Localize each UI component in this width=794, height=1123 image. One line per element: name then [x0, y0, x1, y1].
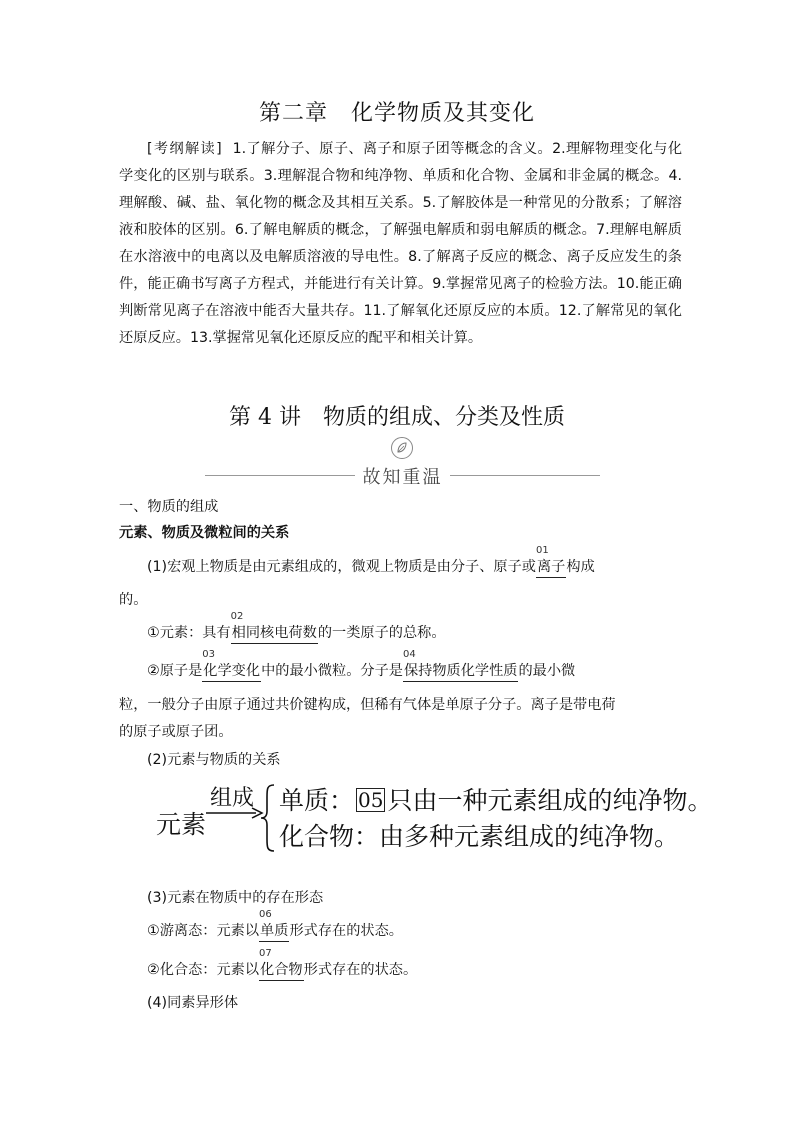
blank-answer: 相同核电荷数 — [231, 625, 317, 641]
p7-text-end: 形式存在的状态。 — [303, 962, 418, 978]
arrow-icon — [206, 807, 264, 819]
paragraph-3-cont1: 粒，一般分子由原子通过共价键构成，但稀有气体是单原子分子。离子是带电荷 — [119, 697, 616, 713]
blank-07 — [259, 948, 304, 981]
paragraph-2 — [147, 611, 446, 644]
diagram-element-label: 元素 — [156, 810, 207, 839]
blank-answer: 单质 — [260, 923, 289, 939]
row1-text: 只由一种元素组成的纯净物。 — [387, 786, 713, 815]
p2-text-end: 的一类原子的总称。 — [317, 625, 446, 641]
syllabus-tag: [考纲解读] — [147, 141, 223, 157]
section-banner — [205, 437, 600, 489]
blank-answer: 化合物 — [260, 962, 303, 978]
syllabus-text: 1.了解分子、原子、离子和原子团等概念的含义。2.理解物理变化与化学变化的区别与联系。3.理解混合物和纯净物、单质和化合物、金属和非金属的概念。4.理解酸、碱、盐、氧化物的概念及其相互关系。5.了解胶体是一种常见的分散系；了解溶液和胶体的区别。6.了解电解质的概念，了解强电解质和弱电解质的概念。7.理解电解质在水溶液中的电离以及电解质溶液的导电性。8.了解离子反应的概念、离子反应发生的条件，能正确书写离子方程式，并能进行有关计算。9.掌握常见离子的检验方法。10.能正确判断常见离子在溶液中能否大量共存。11.了解氧化还原反应的本质。12.了解常见的氧化还原反应。13.掌握常见氧化还原反应的配平和相关计算。 — [119, 141, 683, 346]
p7-text: ②化合态：元素以 — [147, 962, 260, 978]
element-substance-diagram — [156, 783, 716, 863]
paragraph-1-cont: 的。 — [119, 592, 148, 608]
diagram-row-compound: 化合物：由多种元素组成的纯净物。 — [279, 822, 680, 851]
p6-text: ①游离态：元素以 — [147, 923, 260, 939]
paragraph-5: (3)元素在物质中的存在形态 — [147, 890, 324, 906]
blank-number: 06 — [259, 909, 272, 920]
leaf-icon — [391, 437, 413, 459]
paragraph-1 — [147, 545, 595, 578]
chapter-title: 第二章 化学物质及其变化 — [258, 101, 535, 126]
diagram-row-simple-substance — [279, 781, 712, 817]
banner-divider-right — [450, 475, 600, 476]
paragraph-3-cont2: 的原子或原子团。 — [119, 724, 233, 740]
p3-text-end: 的最小微 — [518, 663, 576, 679]
paragraph-8: (4)同素异形体 — [147, 995, 239, 1011]
blank-answer: 化学变化 — [203, 663, 261, 679]
paragraph-7 — [147, 948, 418, 981]
p1-text: (1)宏观上物质是由元素组成的，微观上物质是由分子、原子或 — [147, 559, 536, 575]
p3-text-mid: 中的最小微粒。分子是 — [261, 663, 403, 679]
blank-number: 02 — [230, 611, 244, 622]
blank-06 — [259, 909, 289, 942]
syllabus-paragraph — [119, 136, 682, 352]
lecture-title: 第 4 讲 物质的组成、分类及性质 — [229, 405, 565, 430]
brace-icon — [260, 783, 276, 853]
blank-number: 07 — [259, 948, 272, 959]
row1-label: 单质： — [279, 786, 355, 815]
p2-text: ①元素：具有 — [147, 625, 231, 641]
paragraph-6 — [147, 909, 403, 942]
section-heading: 一、物质的组成 — [119, 499, 219, 515]
paragraph-4: (2)元素与物质的关系 — [147, 752, 281, 768]
blank-answer: 保持物质化学性质 — [403, 663, 518, 679]
row1-number-box: 05 — [358, 788, 384, 812]
banner-title: 故知重温 — [362, 467, 443, 488]
p1-text-end: 构成 — [566, 559, 595, 575]
sub-heading: 元素、物质及微粒间的关系 — [119, 525, 290, 541]
blank-03 — [202, 649, 261, 682]
p6-text-end: 形式存在的状态。 — [289, 923, 403, 939]
paragraph-3 — [147, 649, 576, 682]
diagram-arrow-label: 组成 — [210, 786, 255, 811]
blank-number: 01 — [535, 545, 549, 556]
p3-text: ②原子是 — [147, 663, 203, 679]
blank-number: 04 — [402, 649, 416, 660]
blank-02 — [230, 611, 318, 644]
blank-answer: 离子 — [536, 559, 566, 575]
blank-number: 03 — [202, 649, 216, 660]
blank-04 — [402, 649, 519, 682]
blank-01 — [535, 545, 566, 578]
